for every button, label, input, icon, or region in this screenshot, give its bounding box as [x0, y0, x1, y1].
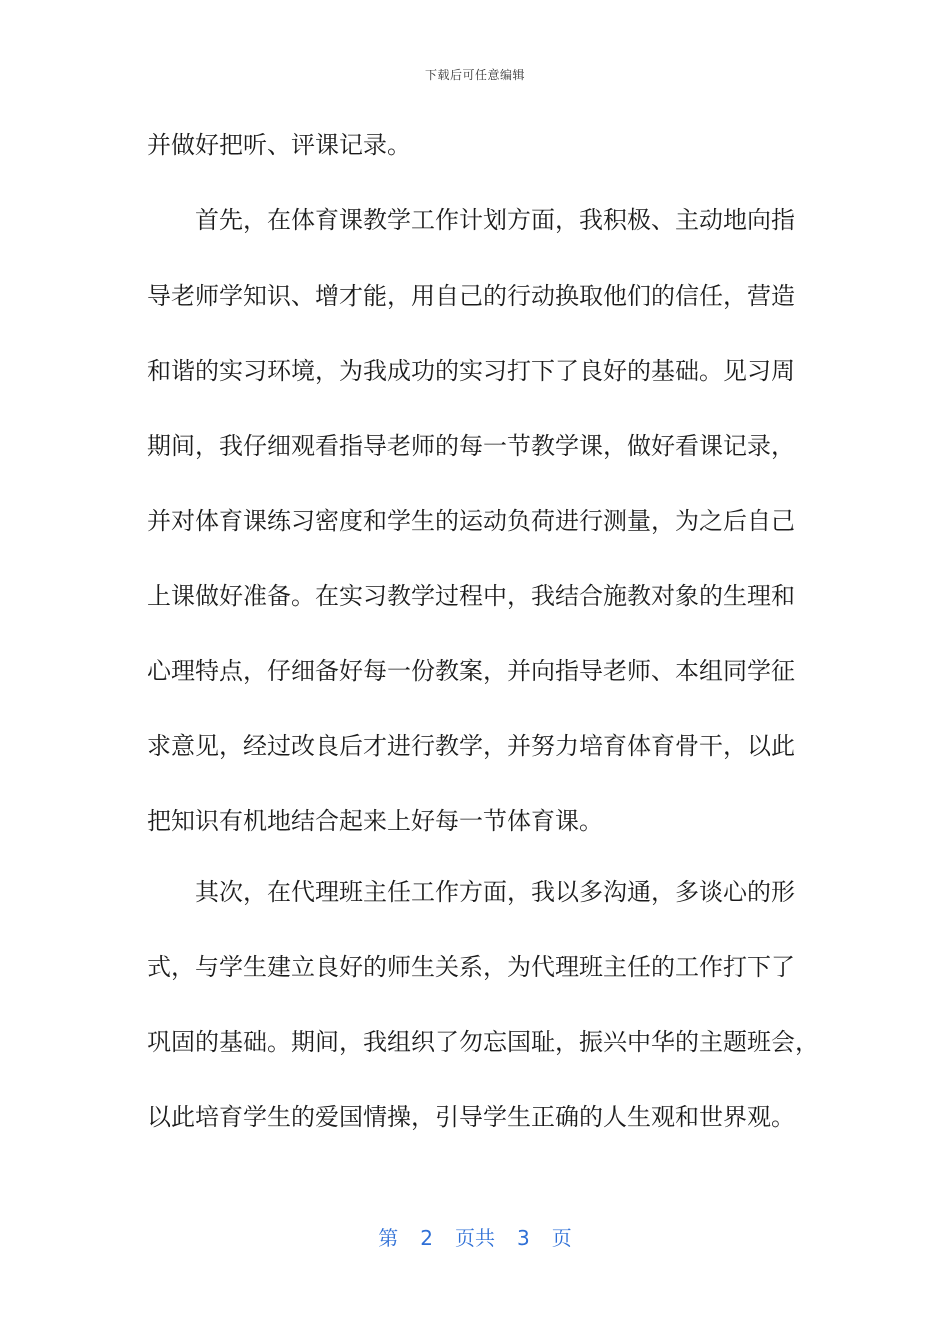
- body-line: 求意见，经过改良后才进行教学，并努力培育体育骨干，以此: [147, 732, 795, 760]
- paragraph-start-line: 其次，在代理班主任工作方面，我以多沟通，多谈心的形: [195, 878, 795, 906]
- page-prefix: 第: [378, 1226, 399, 1250]
- body-line: 巩固的基础。期间，我组织了勿忘国耻，振兴中华的主题班会，: [147, 1028, 819, 1056]
- body-line: 并做好把听、评课记录。: [147, 131, 411, 159]
- header-note: 下载后可任意编辑: [424, 68, 525, 82]
- body-line: 期间，我仔细观看指导老师的每一节教学课，做好看课记录，: [147, 432, 795, 460]
- total-pages-number: 3: [517, 1226, 530, 1250]
- body-line: 导老师学知识、增才能，用自己的行动换取他们的信任，营造: [147, 282, 795, 310]
- body-line: 和谐的实习环境，为我成功的实习打下了良好的基础。见习周: [147, 357, 795, 385]
- body-line: 以此培育学生的爱国情操，引导学生正确的人生观和世界观。: [147, 1103, 795, 1131]
- body-line: 心理特点，仔细备好每一份教案，并向指导老师、本组同学征: [147, 657, 795, 685]
- body-line: 把知识有机地结合起来上好每一节体育课。: [147, 807, 603, 835]
- page-suffix: 页: [551, 1226, 572, 1250]
- page-number-footer: [0, 1222, 950, 1251]
- body-line: 并对体育课练习密度和学生的运动负荷进行测量，为之后自己: [147, 507, 795, 535]
- body-line: 式，与学生建立良好的师生关系，为代理班主任的工作打下了: [147, 953, 795, 981]
- paragraph-start-line: 首先，在体育课教学工作计划方面，我积极、主动地向指: [195, 206, 795, 234]
- page-middle: 页共: [455, 1226, 495, 1250]
- body-line: 上课做好准备。在实习教学过程中，我结合施教对象的生理和: [147, 582, 795, 610]
- current-page-number: 2: [420, 1226, 433, 1250]
